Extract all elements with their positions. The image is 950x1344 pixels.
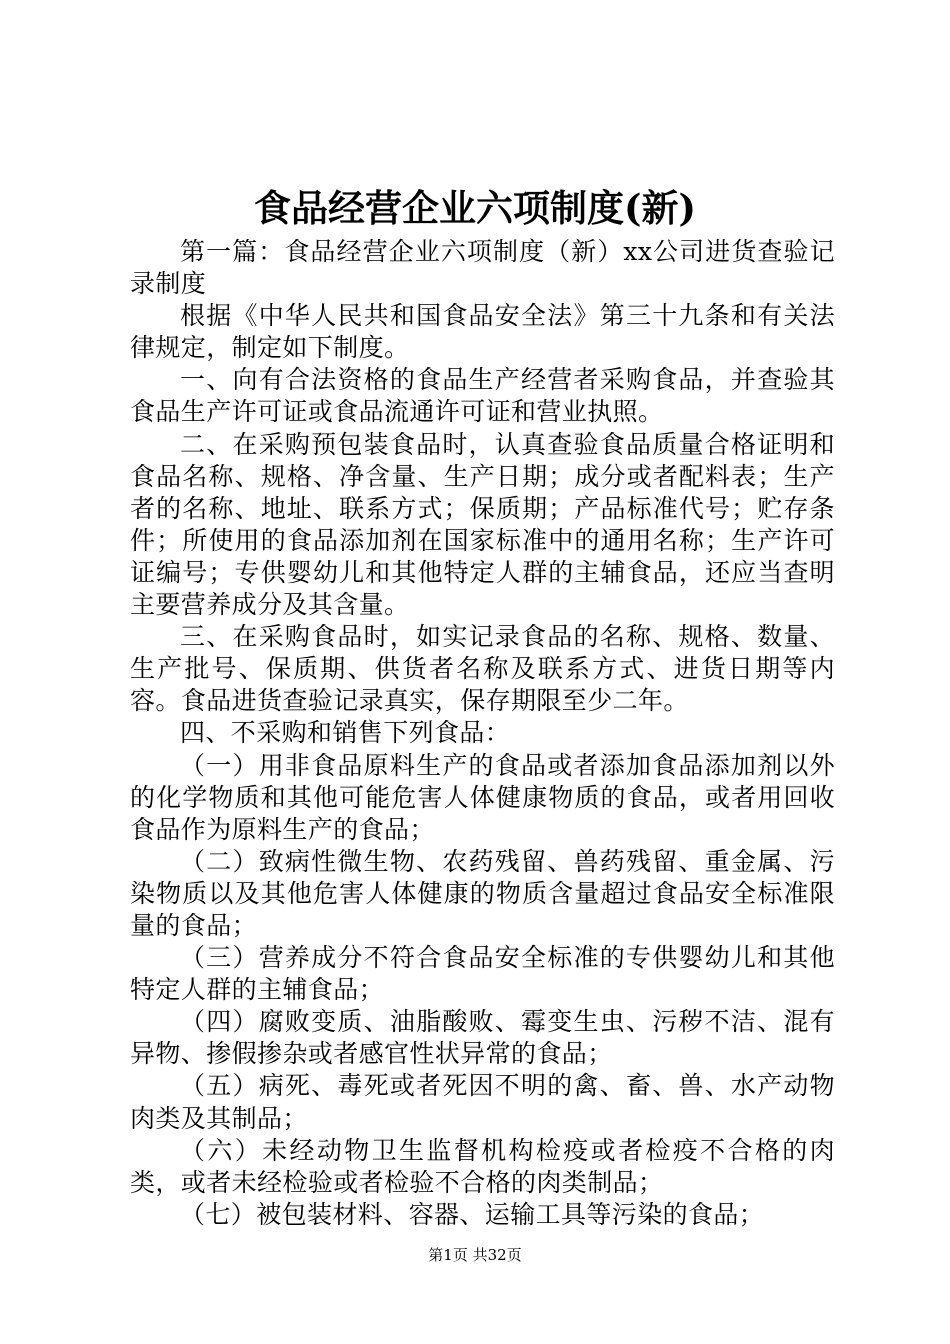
paragraph: 二、在采购预包装食品时，认真查验食品质量合格证明和食品名称、规格、净含量、生产日期；成分或者配料表；生产者的名称、地址、联系方式；保质期；产品标准代号；贮存条件；所使用的食品添加剂在国家标准中的通用名称；生产许可证编号；专供婴幼儿和其他特定人群的主辅食品，还应当查明主要营养成分及其含量。 [130, 429, 835, 620]
paragraph: （四）腐败变质、油脂酸败、霉变生虫、污秽不洁、混有异物、掺假掺杂或者感官性状异常的食品； [130, 1007, 835, 1069]
document-title: 食品经营企业六项制度(新) [253, 186, 696, 230]
paragraph: （一）用非食品原料生产的食品或者添加食品添加剂以外的化学物质和其他可能危害人体健康物质的食品，或者用回收食品作为原料生产的食品； [130, 750, 835, 844]
paragraph: 一、向有合法资格的食品生产经营者采购食品，并查验其食品生产许可证或食品流通许可证和营业执照。 [130, 365, 835, 427]
paragraph: （二）致病性微生物、农药残留、兽药残留、重金属、污染物质以及其他危害人体健康的物质含量超过食品安全标准限量的食品； [130, 846, 835, 940]
paragraph: （五）病死、毒死或者死因不明的禽、畜、兽、水产动物肉类及其制品； [130, 1071, 835, 1133]
paragraph: 三、在采购食品时，如实记录食品的名称、规格、数量、生产批号、保质期、供货者名称及联系方式、进货日期等内容。食品进货查验记录真实，保存期限至少二年。 [130, 622, 835, 716]
document-body [130, 236, 835, 1231]
paragraph: 根据《中华人民共和国食品安全法》第三十九条和有关法律规定，制定如下制度。 [130, 301, 835, 363]
paragraph: 第一篇：食品经营企业六项制度（新）xx公司进货查验记录制度 [130, 237, 835, 299]
paragraph: （七）被包装材料、容器、运输工具等污染的食品； [180, 1199, 765, 1229]
page-number-footer: 第1页 共32页 [428, 1246, 522, 1264]
paragraph: （三）营养成分不符合食品安全标准的专供婴幼儿和其他特定人群的主辅食品； [130, 943, 835, 1005]
paragraph: 四、不采购和销售下列食品： [180, 718, 511, 748]
paragraph: （六）未经动物卫生监督机构检疫或者检疫不合格的肉类，或者未经检验或者检验不合格的肉类制品； [130, 1135, 835, 1197]
